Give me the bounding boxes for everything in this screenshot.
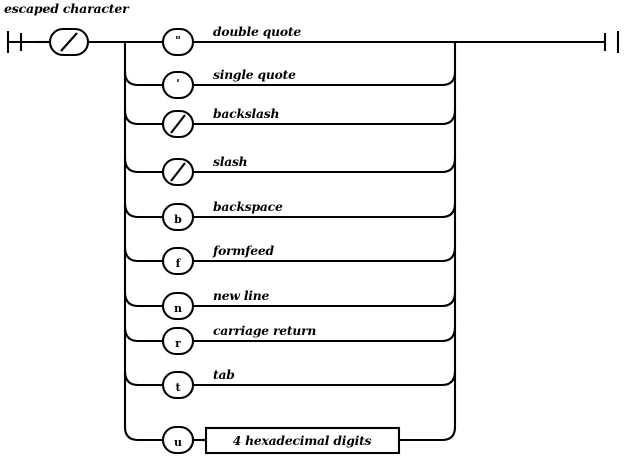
nonterminal-label: 4 hexadecimal digits	[232, 433, 372, 448]
track-end-right	[605, 31, 618, 53]
branch-glyph: '	[176, 77, 180, 90]
branch-glyph: f	[175, 257, 181, 270]
branch-label: single quote	[213, 67, 296, 82]
branch-carriage-return	[125, 323, 455, 354]
branch-tab	[125, 367, 455, 398]
branch-label: double quote	[213, 24, 301, 39]
branch-backspace	[125, 199, 455, 230]
branch-label: carriage return	[213, 323, 317, 338]
branch-label: backslash	[213, 106, 280, 121]
diagram-title: escaped character	[4, 1, 129, 16]
branch-glyph: b	[174, 213, 182, 226]
branch-label: formfeed	[213, 243, 274, 258]
branch-formfeed	[125, 243, 455, 274]
backslash-token	[36, 29, 88, 55]
branch-label: new line	[213, 288, 270, 303]
branch-single-quote	[125, 67, 455, 98]
branch-backslash	[125, 106, 455, 137]
branch-double-quote	[163, 24, 455, 55]
branch-glyph: "	[175, 34, 181, 47]
branch-new-line	[125, 288, 455, 319]
branch-slash	[125, 154, 455, 185]
branch-label: tab	[213, 367, 235, 382]
branch-glyph: u	[174, 436, 182, 449]
branch-glyph: t	[175, 381, 181, 394]
branch-glyph: n	[174, 302, 182, 315]
branch-glyph: r	[175, 337, 181, 350]
branch-label: slash	[213, 154, 248, 169]
branch-label: backspace	[213, 199, 283, 214]
track-end-left	[8, 31, 36, 53]
branch-unicode-escape	[125, 427, 455, 453]
